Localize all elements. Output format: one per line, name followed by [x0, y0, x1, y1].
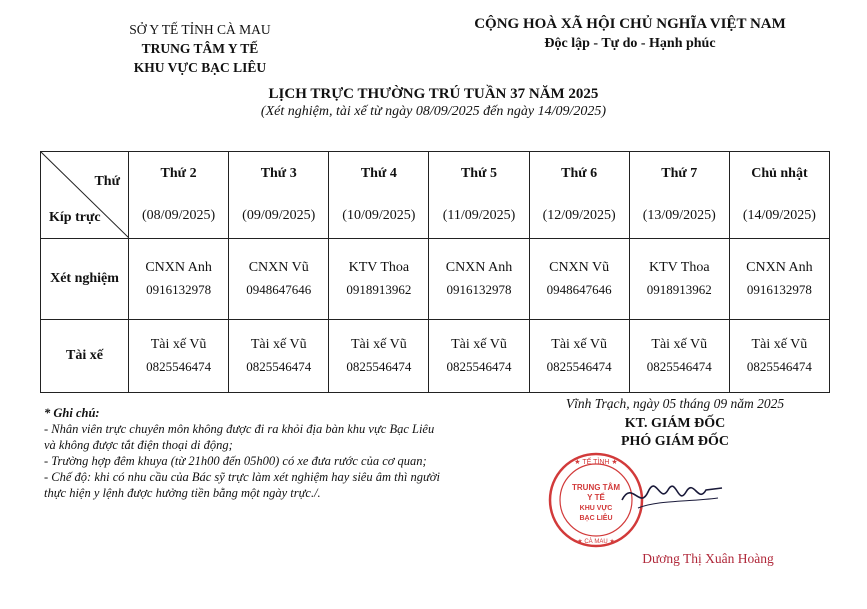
page-subtitle: (Xét nghiệm, tài xế từ ngày 08/09/2025 đến ngày 14/09/2025) — [260, 104, 607, 119]
notes-block — [44, 405, 514, 501]
day-name: Thứ 6 — [561, 166, 598, 181]
note-line: thực hiện y lệnh được hưởng tiền bằng một ngày trực./. — [44, 486, 321, 500]
header-left — [70, 20, 330, 77]
shift-cell — [129, 239, 229, 320]
svg-text:★ CÀ MAU ★: ★ CÀ MAU ★ — [577, 539, 615, 545]
org-name-line1: TRUNG TÂM Y TẾ — [141, 41, 259, 56]
day-name: Thứ 7 — [661, 166, 698, 181]
staff-phone: 0825546474 — [246, 359, 312, 374]
corner-label-day: Thứ — [94, 174, 120, 189]
staff-name: Tài xế Vũ — [250, 337, 307, 352]
day-header — [329, 152, 429, 239]
svg-text:KHU VỰC: KHU VỰC — [579, 505, 613, 512]
day-header — [729, 152, 829, 239]
table-row — [41, 320, 830, 393]
shift-cell — [329, 320, 429, 393]
shift-cell — [729, 320, 829, 393]
day-name: Thứ 4 — [360, 166, 397, 181]
day-header — [429, 152, 529, 239]
staff-phone: 0948647646 — [246, 282, 312, 297]
day-date: (10/09/2025) — [342, 208, 416, 223]
day-name: Thứ 5 — [460, 166, 497, 181]
staff-name: Tài xế Vũ — [651, 337, 708, 352]
staff-phone: 0918913962 — [346, 282, 412, 297]
note-line: - Chế độ: khi có nhu cầu của Bác sỹ trực làm xét nghiệm hay siêu âm thì người — [44, 470, 440, 484]
sign-title-2: PHÓ GIÁM ĐỐC — [620, 434, 730, 449]
staff-phone: 0825546474 — [646, 359, 712, 374]
page-title: LỊCH TRỰC THƯỜNG TRÚ TUẦN 37 NĂM 2025 — [268, 86, 599, 102]
svg-text:Y TẾ: Y TẾ — [587, 493, 605, 502]
shift-cell — [229, 239, 329, 320]
header-right — [420, 14, 840, 54]
staff-phone: 0916132978 — [446, 282, 512, 297]
signer-name: Dương Thị Xuân Hoàng — [642, 551, 774, 566]
day-header — [229, 152, 329, 239]
shift-cell — [729, 239, 829, 320]
sign-title-1: KT. GIÁM ĐỐC — [624, 416, 726, 431]
staff-phone: 0825546474 — [546, 359, 612, 374]
staff-phone: 0825546474 — [746, 359, 812, 374]
row-label-lab: Xét nghiệm — [41, 239, 129, 320]
staff-name: Tài xế Vũ — [350, 337, 407, 352]
staff-name: CNXN Anh — [445, 260, 513, 275]
svg-text:TRUNG TÂM: TRUNG TÂM — [572, 483, 620, 492]
corner-cell — [41, 152, 129, 239]
day-name: Thứ 3 — [260, 166, 297, 181]
table-header-row — [41, 152, 830, 239]
staff-phone: 0825546474 — [146, 359, 212, 374]
corner-label-shift: Kíp trực — [49, 210, 101, 225]
day-date: (14/09/2025) — [742, 208, 816, 223]
national-motto: Độc lập - Tự do - Hạnh phúc — [544, 36, 716, 51]
staff-name: Tài xế Vũ — [751, 337, 808, 352]
staff-name: Tài xế Vũ — [551, 337, 607, 352]
svg-text:BẠC LIÊU: BẠC LIÊU — [579, 515, 613, 522]
shift-cell — [129, 320, 229, 393]
note-line: và không được tắt điện thoại di động; — [44, 438, 233, 452]
staff-name: KTV Thoa — [649, 260, 710, 275]
shift-cell — [629, 320, 729, 393]
department-name: SỞ Y TẾ TỈNH CÀ MAU — [129, 22, 271, 37]
day-name: Thứ 2 — [160, 166, 197, 181]
schedule-table — [40, 151, 830, 393]
notes-title: * Ghi chú: — [44, 406, 100, 420]
svg-text:★ TẾ TỈNH ★: ★ TẾ TỈNH ★ — [574, 459, 618, 466]
shift-cell — [429, 239, 529, 320]
day-date: (13/09/2025) — [642, 208, 716, 223]
day-date: (12/09/2025) — [542, 208, 616, 223]
shift-cell — [229, 320, 329, 393]
staff-phone: 0825546474 — [446, 359, 512, 374]
day-name: Chủ nhật — [751, 166, 808, 181]
staff-name: CNXN Anh — [145, 260, 212, 275]
shift-cell — [529, 239, 629, 320]
staff-name: CNXN Vũ — [549, 260, 610, 275]
row-label-driver: Tài xế — [41, 320, 129, 393]
staff-name: CNXN Anh — [746, 260, 813, 275]
staff-phone: 0916132978 — [746, 282, 812, 297]
staff-phone: 0948647646 — [546, 282, 612, 297]
staff-phone: 0916132978 — [146, 282, 212, 297]
staff-name: CNXN Vũ — [248, 260, 309, 275]
day-date: (11/09/2025) — [442, 208, 516, 223]
day-date: (09/09/2025) — [242, 208, 316, 223]
note-line: - Nhân viên trực chuyên môn không được đi ra khỏi địa bàn khu vực Bạc Liêu — [44, 422, 435, 436]
org-name-line2: KHU VỰC BẠC LIÊU — [133, 60, 267, 75]
shift-cell — [629, 239, 729, 320]
shift-cell — [429, 320, 529, 393]
staff-name: Tài xế Vũ — [150, 337, 207, 352]
staff-phone: 0825546474 — [346, 359, 412, 374]
staff-phone: 0918913962 — [646, 282, 712, 297]
day-header — [129, 152, 229, 239]
day-date: (08/09/2025) — [142, 208, 216, 223]
staff-name: KTV Thoa — [348, 260, 410, 275]
shift-cell — [329, 239, 429, 320]
sign-place-date: Vĩnh Trạch, ngày 05 tháng 09 năm 2025 — [565, 396, 785, 411]
shift-cell — [529, 320, 629, 393]
table-row — [41, 239, 830, 320]
day-header — [629, 152, 729, 239]
handwritten-signature — [618, 470, 728, 520]
day-header — [529, 152, 629, 239]
national-title: CỘNG HOÀ XÃ HỘI CHỦ NGHĨA VIỆT NAM — [474, 16, 786, 32]
staff-name: Tài xế Vũ — [451, 337, 507, 352]
note-line: - Trường hợp đêm khuya (từ 21h00 đến 05h00) có xe đưa rước của cơ quan; — [44, 454, 427, 468]
